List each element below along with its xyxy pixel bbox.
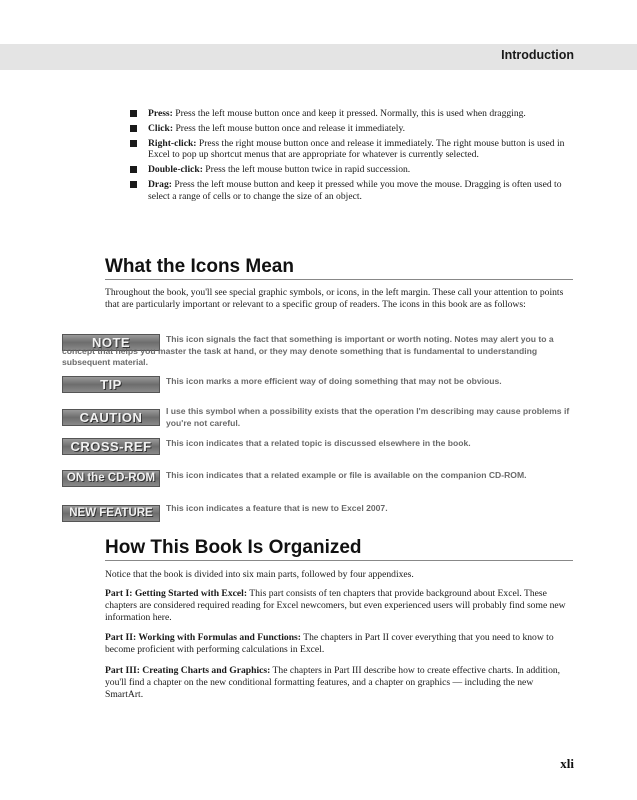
bullet-square-icon (130, 166, 137, 173)
cross-ref-description: This icon indicates that a related topic is discussed elsewhere in the book. (166, 438, 471, 448)
note-badge-icon: NOTE (62, 334, 160, 351)
icon-row-tip (62, 376, 572, 394)
icon-row-on-cd-rom (62, 470, 572, 488)
bullet-term: Press: (148, 108, 173, 119)
mouse-actions-list (130, 108, 566, 206)
bullet-term: Drag: (148, 178, 172, 190)
part-description (105, 632, 573, 656)
icon-row-new-feature (62, 503, 572, 521)
list-item (130, 108, 566, 120)
running-header-title: Introduction (501, 48, 574, 62)
cross-ref-badge-icon: CROSS-REF (62, 438, 160, 455)
icons-intro-paragraph: Throughout the book, you'll see special graphic symbols, or icons, in the left margin. These call your attention to points that are particularly important or relevant to a specific group of readers. The icons in this book are as follows: (105, 287, 564, 310)
part-term: Part I: Getting Started with Excel: (105, 588, 248, 599)
part-text: This part consists of ten chapters that provide background about Excel. These chapters are considered required reading for Excel newcomers, but even experienced users will probably find some new information here. (105, 588, 566, 623)
bullet-text: Press the left mouse button and keep it pressed while you move the mouse. Dragging is often used to select a range of cells or to change the size of an object. (148, 178, 562, 202)
icon-row-caution (62, 406, 572, 432)
part-description (105, 665, 573, 701)
caution-badge-icon: CAUTION (62, 409, 160, 426)
bullet-term: Double-click: (148, 164, 203, 176)
page-number: xli (560, 756, 574, 771)
tip-badge-icon: TIP (62, 376, 160, 393)
bullet-square-icon (130, 125, 137, 132)
bullet-text: Press the left mouse button once and keep it pressed. Normally, this is used when dragging. (172, 108, 526, 119)
bullet-square-icon (130, 110, 137, 117)
list-item (130, 164, 566, 176)
bullet-square-icon (130, 140, 137, 147)
part-term: Part II: Working with Formulas and Functions: (105, 632, 301, 643)
new-feature-description: This icon indicates a feature that is new to Excel 2007. (166, 503, 388, 513)
list-item (130, 179, 566, 203)
icon-row-note (62, 334, 572, 370)
part-term: Part III: Creating Charts and Graphics: (105, 665, 271, 676)
part-description (105, 588, 573, 624)
bullet-square-icon (130, 181, 137, 188)
caution-description: I use this symbol when a possibility exists that the operation I'm describing may cause problems if you're not careful. (166, 406, 570, 428)
bullet-text: Press the right mouse button once and release it immediately. The right mouse button is used in Excel to pop up shortcut menus that are appropriate for whatever is currently selected. (148, 137, 565, 161)
tip-description: This icon marks a more efficient way of doing something that may not be obvious. (166, 376, 502, 386)
bullet-term: Click: (148, 122, 174, 134)
cd-rom-description: This icon indicates that a related example or file is available on the companion CD-ROM. (166, 470, 527, 480)
icon-row-cross-ref (62, 438, 572, 456)
list-item (130, 138, 566, 162)
cd-rom-badge-icon: ON the CD-ROM (62, 470, 160, 487)
bullet-term: Right-click: (148, 137, 197, 149)
part-text: The chapters in Part II cover everything that you need to know to become proficient with performing calculations in Excel. (105, 632, 554, 655)
section-title-organization: How This Book Is Organized (105, 537, 573, 561)
new-feature-badge-icon: NEW FEATURE (62, 505, 160, 522)
part-text: The chapters in Part III describe how to create effective charts. In addition, you'll find a chapter on the new conditional formatting features, and a chapter on graphics — including the new SmartArt. (105, 665, 561, 700)
bullet-text: Press the left mouse button twice in rapid succession. (202, 164, 411, 176)
bullet-text: Press the left mouse button once and release it immediately. (173, 122, 406, 134)
list-item (130, 123, 566, 135)
note-description: This icon signals the fact that something is important or worth noting. Notes may alert you to a concept that helps you master the task at hand, or they may denote something that is fundamental to understanding subsequent material. (62, 334, 554, 368)
section-title-icons: What the Icons Mean (105, 256, 573, 280)
organization-intro-paragraph: Notice that the book is divided into six main parts, followed by four appendixes. (105, 569, 414, 580)
